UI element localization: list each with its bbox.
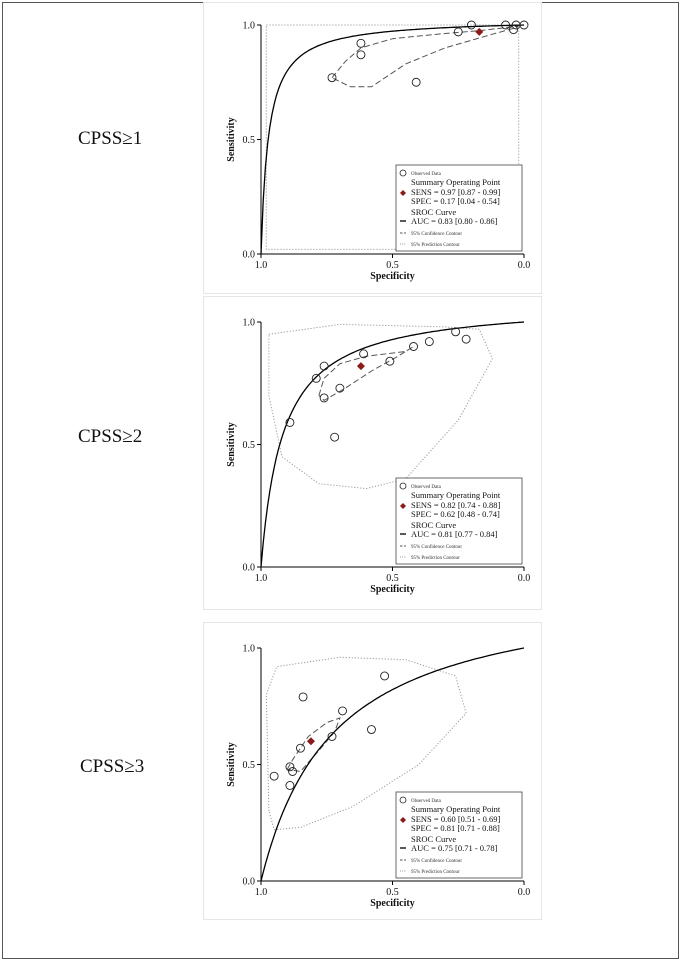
observed-point: [270, 772, 278, 780]
legend-prediction-label: 95% Prediction Contour: [411, 870, 460, 875]
y-tick-label: 1.0: [242, 20, 255, 32]
observed-point: [320, 362, 328, 370]
row-label-cpss2: CPSS≥2: [78, 426, 143, 447]
observed-point: [462, 335, 470, 343]
legend-observed-label: Observed Data: [411, 485, 441, 490]
legend-sens: SENS = 0.82 [0.74 - 0.88]: [411, 500, 501, 510]
legend-auc: AUC = 0.81 [0.77 - 0.84]: [411, 529, 498, 539]
observed-point: [312, 374, 320, 382]
observed-point: [289, 767, 297, 775]
x-axis-title: Specificity: [370, 898, 415, 909]
observed-point: [412, 78, 420, 86]
row-label-cpss3: CPSS≥3: [80, 756, 145, 777]
observed-point: [454, 28, 462, 36]
y-tick-label: 0.5: [242, 135, 255, 146]
x-tick-label: 1.0: [254, 573, 268, 584]
x-tick-label: 0.0: [517, 260, 531, 271]
summary-operating-point: [357, 362, 365, 370]
observed-point: [386, 357, 394, 365]
observed-point: [367, 726, 375, 734]
x-tick-label: 0.0: [517, 573, 531, 584]
y-tick-label: 1.0: [242, 643, 255, 655]
legend-confidence-label: 95% Confidence Contour: [411, 232, 463, 237]
summary-operating-point: [307, 737, 315, 745]
legend-summary-title: Summary Operating Point: [411, 490, 501, 500]
x-tick-label: 1.0: [254, 260, 268, 271]
legend-sroc-title: SROC Curve: [411, 520, 457, 530]
y-tick-label: 0.5: [242, 760, 255, 771]
y-axis-title: Sensitivity: [226, 742, 237, 787]
y-tick-label: 0.0: [242, 562, 255, 574]
legend-prediction-label: 95% Prediction Contour: [411, 556, 460, 561]
legend-spec: SPEC = 0.81 [0.71 - 0.88]: [411, 823, 500, 833]
confidence-contour: [319, 347, 414, 401]
sroc-chart-2: [204, 297, 541, 609]
observed-point: [381, 672, 389, 680]
observed-point: [296, 744, 304, 752]
x-tick-label: 0.0: [517, 887, 531, 898]
observed-point: [357, 39, 365, 47]
x-tick-label: 1.0: [254, 887, 268, 898]
y-axis-title: Sensitivity: [226, 422, 237, 467]
x-tick-label: 0.5: [386, 260, 399, 271]
sroc-chart-1: [204, 3, 541, 293]
sroc-panel-2: [203, 296, 542, 610]
x-tick-label: 0.5: [386, 573, 399, 584]
legend-sroc-title: SROC Curve: [411, 207, 457, 217]
observed-point: [286, 781, 294, 789]
legend-confidence-label: 95% Confidence Contour: [411, 545, 463, 550]
legend-observed-label: Observed Data: [411, 172, 441, 177]
legend-summary-title: Summary Operating Point: [411, 804, 501, 814]
observed-point: [331, 433, 339, 441]
observed-point: [339, 707, 347, 715]
y-tick-label: 0.0: [242, 249, 255, 261]
observed-point: [410, 343, 418, 351]
summary-operating-point: [475, 28, 483, 36]
y-tick-label: 1.0: [242, 317, 255, 329]
observed-point: [299, 693, 307, 701]
observed-point: [357, 51, 365, 59]
sroc-panel-3: [203, 622, 542, 920]
sroc-panel-1: [203, 2, 542, 294]
x-axis-title: Specificity: [370, 584, 415, 595]
legend-sroc-title: SROC Curve: [411, 834, 457, 844]
prediction-contour: [269, 324, 493, 488]
legend-confidence-label: 95% Confidence Contour: [411, 859, 463, 864]
legend-auc: AUC = 0.75 [0.71 - 0.78]: [411, 843, 498, 853]
confidence-contour: [287, 718, 340, 772]
legend-observed-label: Observed Data: [411, 799, 441, 804]
legend-spec: SPEC = 0.62 [0.48 - 0.74]: [411, 509, 500, 519]
y-axis-title: Sensitivity: [226, 117, 237, 162]
legend-prediction-label: 95% Prediction Contour: [411, 243, 460, 248]
legend-spec: SPEC = 0.17 [0.04 - 0.54]: [411, 196, 500, 206]
y-tick-label: 0.0: [242, 876, 255, 888]
legend-summary-title: Summary Operating Point: [411, 177, 501, 187]
legend-sens: SENS = 0.97 [0.87 - 0.99]: [411, 187, 501, 197]
legend-auc: AUC = 0.83 [0.80 - 0.86]: [411, 216, 498, 226]
legend-sens: SENS = 0.60 [0.51 - 0.69]: [411, 814, 501, 824]
observed-point: [425, 338, 433, 346]
x-axis-title: Specificity: [370, 271, 415, 282]
sroc-chart-3: [204, 623, 541, 919]
row-label-cpss1: CPSS≥1: [78, 128, 143, 149]
x-tick-label: 0.5: [386, 887, 399, 898]
y-tick-label: 0.5: [242, 440, 255, 451]
